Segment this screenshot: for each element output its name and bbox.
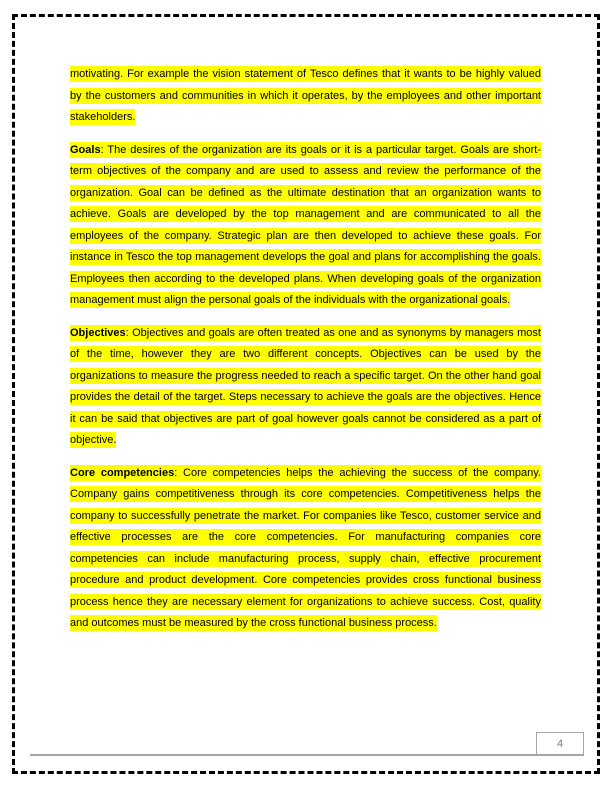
page-content xyxy=(70,64,541,646)
page-number-box xyxy=(536,732,584,754)
page-number: 4 xyxy=(556,737,564,750)
paragraph-body: : Core competencies helps the achieving the success of the company. Company gains competitiveness through its core competencies. Competitiveness helps the company to successfully penetrate the market. For companies like Tesco, customer service and effective processes are the core competencies. For manufacturing companies core competencies can include manufacturing process, supply chain, effective procurement procedure and product development. Core competencies provides cross functional business process hence they are necessary element for organizations to achieve success. Cost, quality and outcomes must be measured by the cross functional business process. xyxy=(70,466,541,629)
paragraph-goals xyxy=(70,140,541,312)
paragraph-lead: Objectives xyxy=(70,326,126,339)
highlighted-text xyxy=(70,66,541,125)
paragraph-lead: Goals xyxy=(70,143,101,156)
highlighted-text xyxy=(70,325,541,449)
paragraph-body: : Objectives and goals are often treated as one and as synonyms by managers most of the time, however they are two different concepts. Objectives can be used by the organizations to measure the progress needed to reach a specific target. On the other hand goal provides the detail of the target. Steps necessary to achieve the goals are the objectives. Hence it can be said that objectives are part of goal however goals cannot be considered as a part of objective. xyxy=(70,326,541,446)
paragraph-lead: Core competencies xyxy=(70,466,175,479)
paragraph-body: : The desires of the organization are its goals or it is a particular target. Goals are short-term objectives of the company and are used to assess and review the performance of the organization. Goal can be defined as the ultimate destination that an organization wants to achieve. Goals are developed by the top management and are communicated to all the employees of the company. Strategic plan are then developed to achieve these goals. For instance in Tesco the top management develops the goal and plans for accomplishing the goals. Employees then according to the developed plans. When developing goals of the organization management must align the personal goals of the individuals with the organizational goals. xyxy=(70,143,541,306)
page-footer xyxy=(30,732,584,756)
paragraph-vision-continuation xyxy=(70,64,541,129)
paragraph-objectives xyxy=(70,323,541,452)
highlighted-text xyxy=(70,142,541,309)
highlighted-text xyxy=(70,465,541,632)
paragraph-core-competencies xyxy=(70,463,541,635)
paragraph-body: motivating. For example the vision statement of Tesco defines that it wants to be highly valued by the customers and communities in which it operates, by the employees and other important stakeholders. xyxy=(70,68,541,123)
